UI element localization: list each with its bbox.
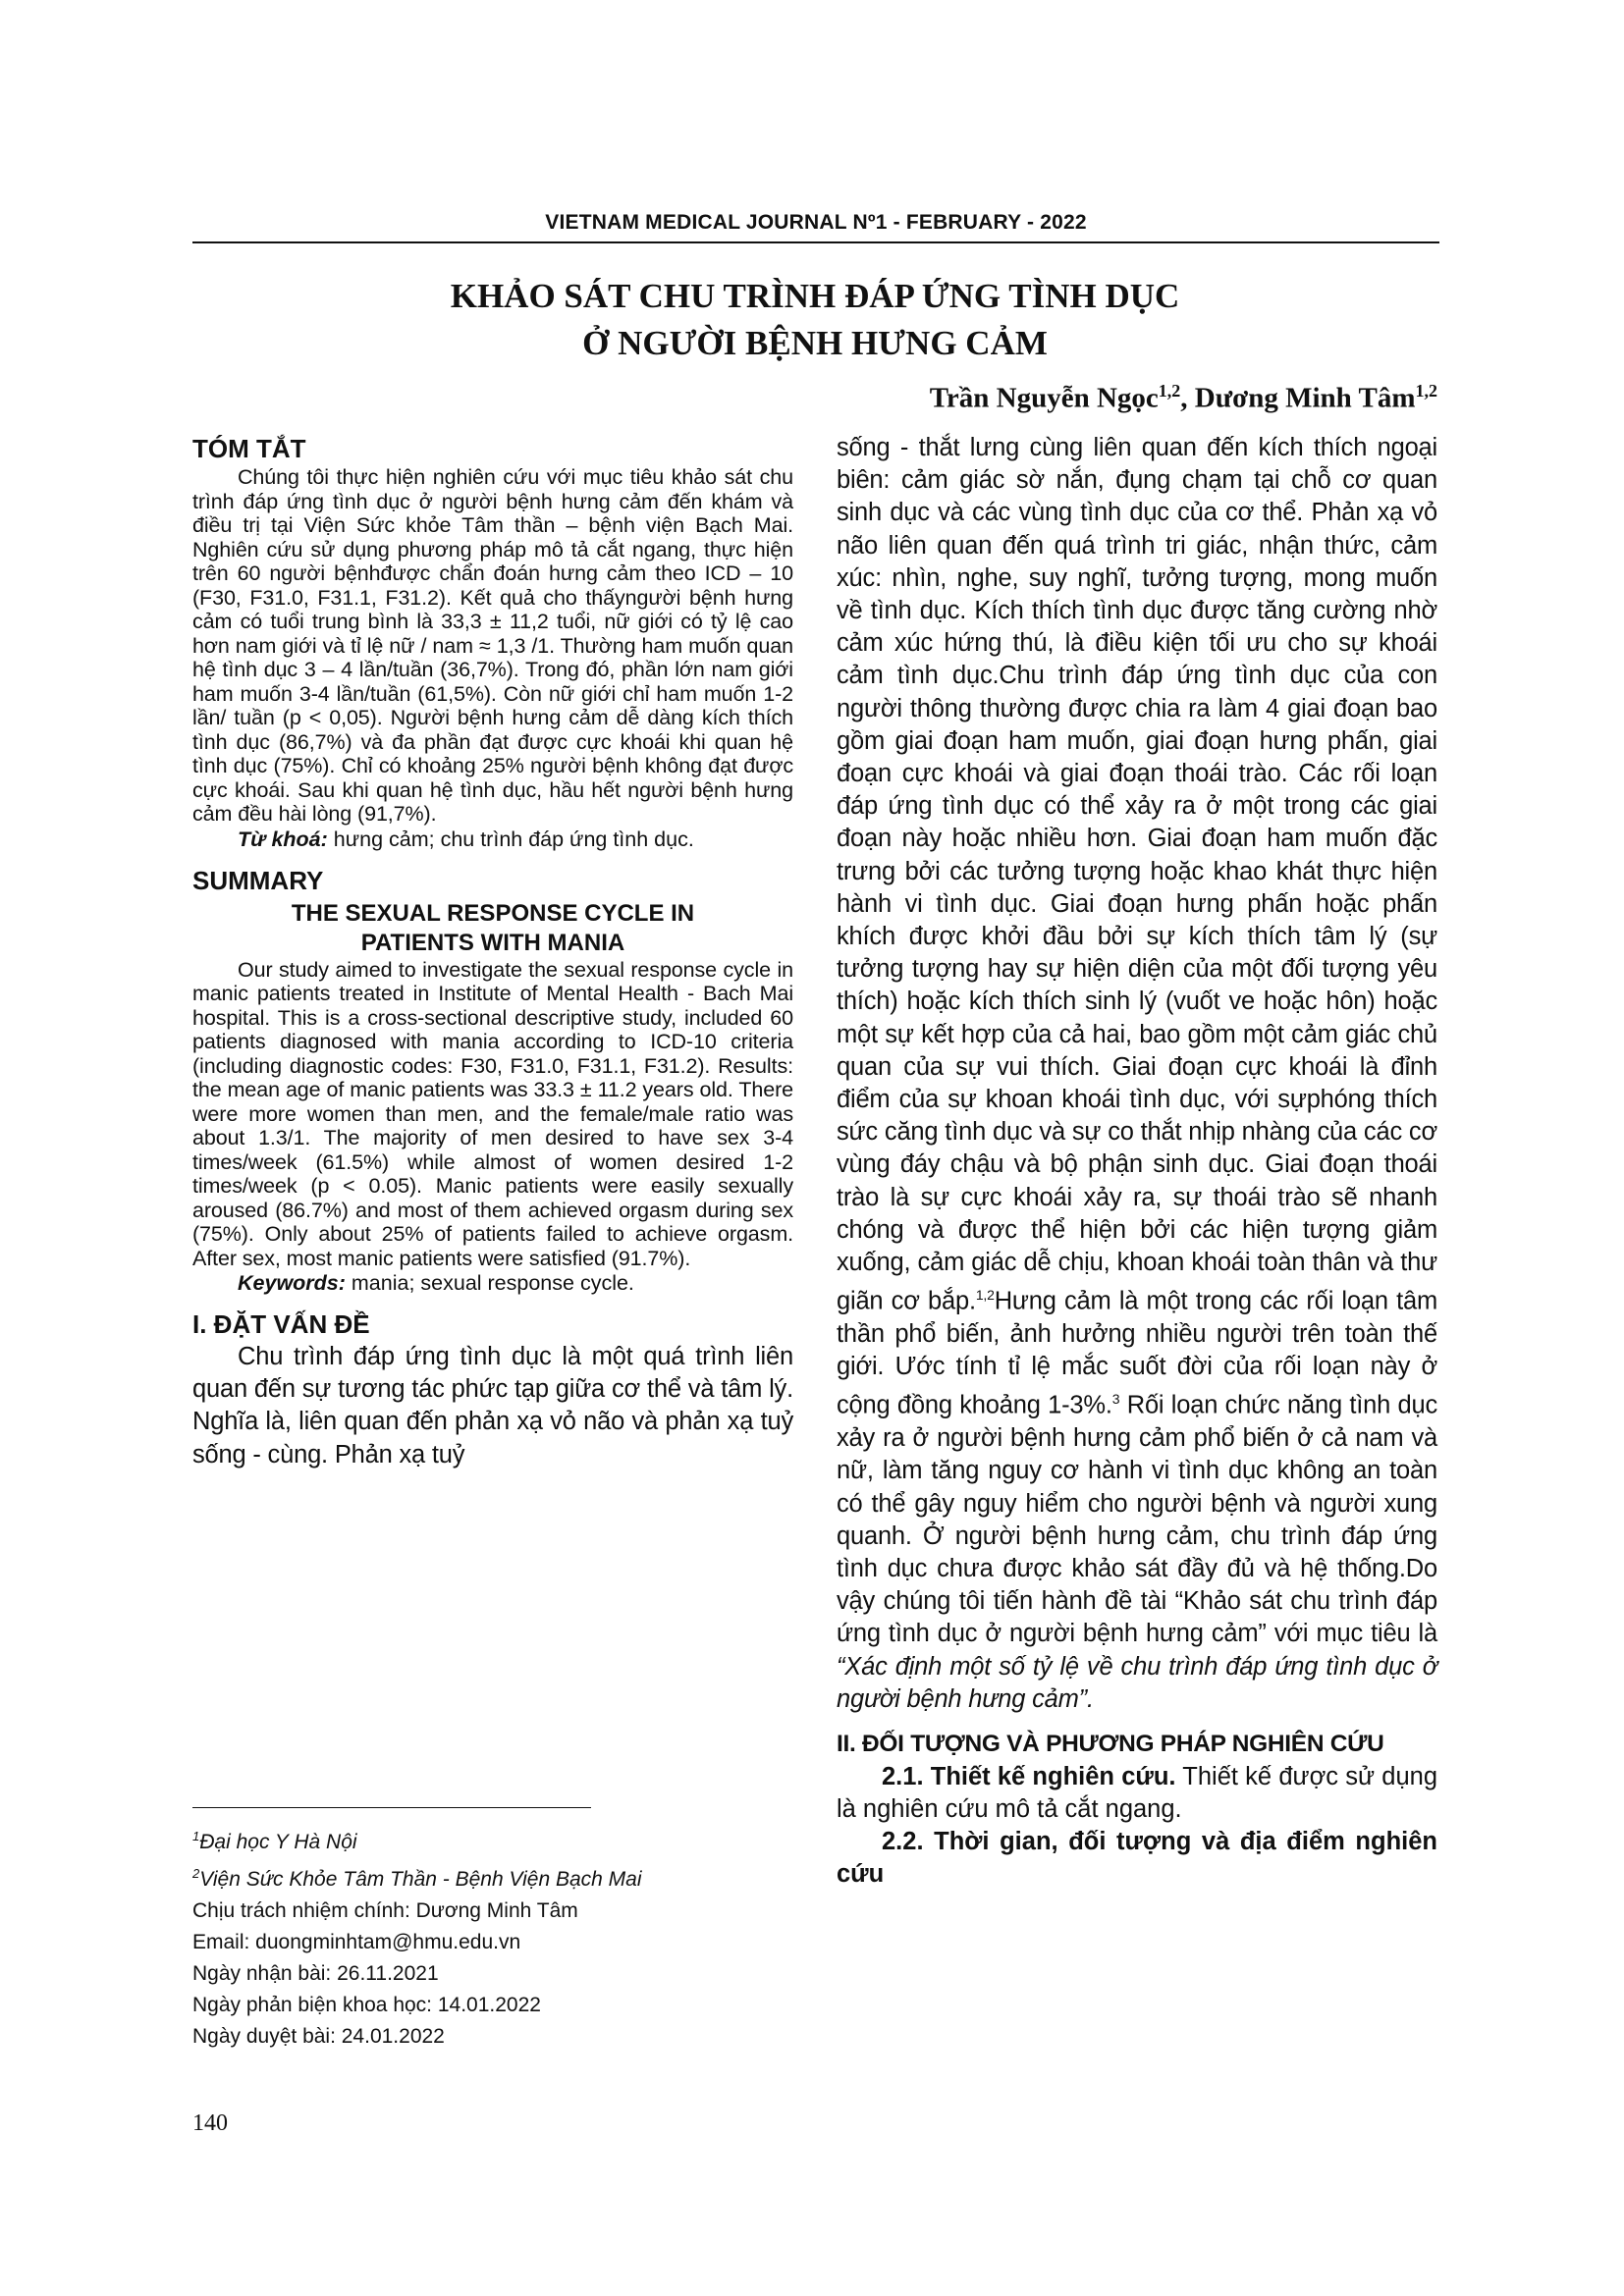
footnotes xyxy=(192,1821,793,2053)
authors xyxy=(930,381,1437,415)
page-number: 140 xyxy=(192,2110,228,2136)
summary-title-line-2: PATIENTS WITH MANIA xyxy=(360,929,625,956)
section-1-left-text: Chu trình đáp ứng tình dục là một quá trình liên quan đến sự tương tác phức tạp giữa cơ thể và tâm lý. Nghĩa là, liên quan đến phản xạ vỏ não và phản xạ tuỷ sống - cùng. Phản xạ tuỷ xyxy=(192,1343,793,1468)
affiliation-2 xyxy=(192,1858,793,1896)
keywords-label-en: Keywords: xyxy=(238,1271,346,1295)
summary-title-line-1: THE SEXUAL RESPONSE CYCLE IN xyxy=(291,899,695,927)
intro-part-b: Hưng cảm là một trong các rối loạn tâm thần phổ biến, ảnh hưởng nhiều người trên toàn thế giới. Ước tính tỉ lệ mắc suốt đời của rối loạn này ở cộng đồng khoảng 1-3%. xyxy=(837,1287,1437,1419)
date-received: Ngày nhận bài: 26.11.2021 xyxy=(192,1962,439,1985)
header-rule xyxy=(192,241,1439,243)
study-objective: “Xác định một số tỷ lệ về chu trình đáp ứng tình dục ở người bệnh hưng cảm”. xyxy=(837,1652,1437,1713)
abstract-en-body: Our study aimed to investigate the sexual response cycle in manic patients treated in Institute of Mental Health - Bach Mai hospital. This is a cross-sectional descriptive study, included 60 patients diagnosed with mania according to ICD-10 criteria (including diagnostic codes: F30, F31.0, F31.1, F31.2). Results: the mean age of manic patients was 33.3 ± 11.2 years old. There were more women than men, and the female/male ratio was about 1.3/1. The majority of men desired to have sex 3-4 times/week (61.5%) while almost of women desired 1-2 times/week (p < 0.05). Manic patients were easily sexually aroused (86.7%) and most of them achieved orgasm during sex (75%). Only about 25% of patients failed to achieve orgasm. After sex, most manic patients were satisfied (91.7%). xyxy=(192,957,793,1270)
citation-1-2: 1,2 xyxy=(975,1287,995,1304)
subsection-2-1-label: 2.1. Thiết kế nghiên cứu. xyxy=(882,1762,1176,1790)
intro-part-a: sống - thắt lưng cùng liên quan đến kích thích ngoại biên: cảm giác sờ nắn, đụng chạm tại chỗ cơ quan sinh dục và các vùng tình dục của cơ thể. Phản xạ vỏ não liên quan đến quá trình tri giác, nhận thức, cảm xúc: nhìn, nghe, suy nghĩ, tưởng tượng, mong muốn về tình dục. Kích thích tình dục được tăng cường nhờ cảm xúc hứng thú, là điều kiện tối ưu cho sự khoái cảm tình dục.Chu trình đáp ứng tình dục của con người thông thường được chia ra làm 4 giai đoạn bao gồm giai đoạn ham muốn, giai đoạn hưng phấn, giai đoạn cực khoái và giai đoạn thoái trào. Các rối loạn đáp ứng tình dục có thể xảy ra ở một trong các giai đoạn này hoặc nhiều hơn. Giai đoạn ham muốn đặc trưng bởi các tưởng tượng hoặc khao khát thực hiện hành vi tình dục. Giai đoạn hưng phấn hoặc phấn khích được khởi đầu bởi sự kích thích tâm lý (sự tưởng tượng hay sự hiện diện của một đối tượng yêu thích) hoặc kích thích sinh lý (vuốt ve hoặc hôn) hoặc một sự kết hợp của cả hai, bao gồm một cảm giác chủ quan của sự vui thích. Giai đoạn cực khoái là đỉnh điểm của sự khoan khoái tình dục, với sựphóng thích sức căng tình dục và sự co thắt nhịp nhàng của các cơ vùng đáy chậu và bộ phận sinh dục. Giai đoạn thoái trào là sự cực khoái xảy ra, sự thoái trào sẽ nhanh chóng và được thể hiện bởi các hiện tượng giảm xuống, cảm giác dễ chịu, khoan khoái toàn thân và thư giãn cơ bắp. xyxy=(837,434,1437,1315)
author-separator: , xyxy=(1180,382,1195,414)
section-1-right-text xyxy=(837,432,1437,1716)
responsible-author: Chịu trách nhiệm chính: Dương Minh Tâm xyxy=(192,1899,578,1922)
title-line-2: Ở NGƯỜI BỆNH HƯNG CẢM xyxy=(582,324,1048,362)
section-2-heading: II. ĐỐI TƯỢNG VÀ PHƯƠNG PHÁP NGHIÊN CỨU xyxy=(837,1730,1384,1757)
abstract-en-keywords xyxy=(192,1270,793,1296)
affiliation-2-mark: 2 xyxy=(192,1866,200,1881)
author-1-affiliation: 1,2 xyxy=(1158,381,1181,400)
date-accepted: Ngày duyệt bài: 24.01.2022 xyxy=(192,2025,445,2048)
right-column xyxy=(837,432,1437,1891)
keywords-vi: hưng cảm; chu trình đáp ứng tình dục. xyxy=(327,827,694,851)
subsection-2-2 xyxy=(837,1826,1437,1891)
intro-part-c: Rối loạn chức năng tình dục xảy ra ở người bệnh hưng cảm phổ biến ở cả nam và nữ, làm tăng nguy cơ hành vi tình dục không an toàn có thể gây nguy hiểm cho người bệnh và người xung quanh. Ở người bệnh hưng cảm, chu trình đáp ứng tình dục chưa được khảo sát đầy đủ và hệ thống.Do vậy chúng tôi tiến hành đề tài “Khảo sát chu trình đáp ứng tình dục ở người bệnh hưng cảm” với mục tiêu là xyxy=(837,1391,1437,1648)
keywords-en: mania; sexual response cycle. xyxy=(345,1271,634,1295)
contact-email: Email: duongminhtam@hmu.edu.vn xyxy=(192,1931,521,1953)
citation-3: 3 xyxy=(1111,1391,1120,1408)
footnote-rule xyxy=(192,1807,591,1808)
summary-heading: SUMMARY xyxy=(192,865,324,895)
subsection-2-1-text: Thiết kế được sử dụng là nghiên cứu mô tả cắt ngang. xyxy=(837,1762,1438,1823)
affiliation-1 xyxy=(192,1821,793,1858)
author-1: Trần Nguyễn Ngọc xyxy=(929,382,1159,414)
title-line-1: KHẢO SÁT CHU TRÌNH ĐÁP ỨNG TÌNH DỤC xyxy=(450,277,1180,315)
keywords-label-vi: Từ khoá: xyxy=(238,827,328,851)
abstract-vi-keywords xyxy=(192,827,793,852)
abstract-vi-body: Chúng tôi thực hiện nghiên cứu với mục tiêu khảo sát chu trình đáp ứng tình dục ở người bệnh hưng cảm đến khám và điều trị tại Viện Sức khỏe Tâm thần – bệnh viện Bạch Mai. Nghiên cứu sử dụng phương pháp mô tả cắt ngang, thực hiện trên 60 người bệnhđược chẩn đoán hưng cảm theo ICD – 10 (F30, F31.0, F31.1, F31.2). Kết quả cho thấyngười bệnh hưng cảm có tuổi trung bình là 33,3 ± 11,2 tuổi, nữ giới có tỷ lệ cao hơn nam giới và tỉ lệ nữ / nam ≈ 1,3 /1. Thường ham muốn quan hệ tình dục 3 – 4 lần/tuần (36,7%). Trong đó, phần lớn nam giới ham muốn 3-4 lần/tuần (61,5%). Còn nữ giới chỉ ham muốn 1-2 lần/ tuần (p < 0,05). Người bệnh hưng cảm dễ dàng kích thích tình dục (86,7%) và đa phần đạt được cực khoái khi quan hệ tình dục (75%). Chỉ có khoảng 25% người bệnh không đạt được cực khoái. Sau khi quan hệ tình dục, hầu hết người bệnh hưng cảm đều hài lòng (91,7%). xyxy=(192,465,793,826)
summary-title xyxy=(192,899,793,958)
author-2-affiliation: 1,2 xyxy=(1415,381,1437,400)
abstract-vi-heading: TÓM TẮT xyxy=(192,434,306,463)
left-column xyxy=(192,432,793,1471)
author-2: Dương Minh Tâm xyxy=(1194,382,1416,414)
subsection-2-2-label: 2.2. Thời gian, đối tượng và địa điểm nghiên cứu xyxy=(837,1827,1437,1888)
affiliation-1-mark: 1 xyxy=(192,1829,200,1843)
subsection-2-1 xyxy=(837,1761,1437,1826)
date-reviewed: Ngày phản biện khoa học: 14.01.2022 xyxy=(192,1994,541,2016)
article-title xyxy=(245,273,1384,367)
section-1-heading: I. ĐẶT VẤN ĐỀ xyxy=(192,1309,370,1339)
affiliation-1-text: Đại học Y Hà Nội xyxy=(199,1831,357,1853)
affiliation-2-text: Viện Sức Khỏe Tâm Thần - Bệnh Viện Bạch Mai xyxy=(199,1868,642,1891)
journal-header: VIETNAM MEDICAL JOURNAL Nº1 - FEBRUARY - 2022 xyxy=(545,211,1087,234)
